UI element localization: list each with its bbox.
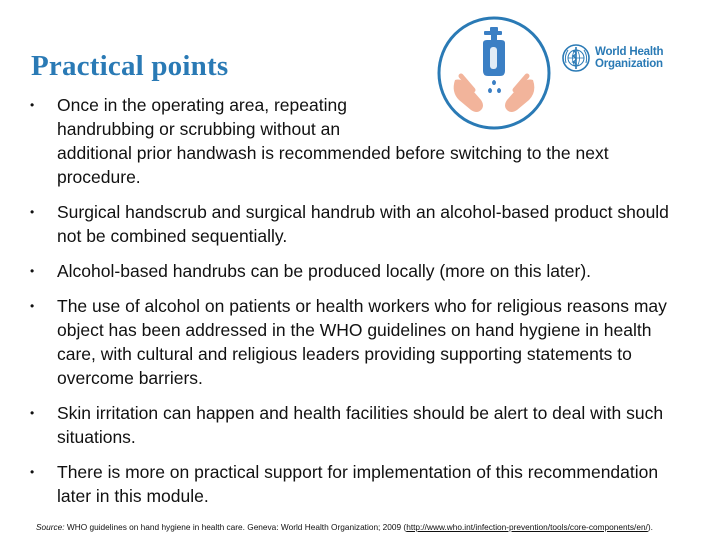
bullet-text-line: Once in the operating area, repeating <box>57 95 347 115</box>
bullet-item <box>30 401 690 449</box>
source-link[interactable]: http://www.who.int/infection-prevention/tools/core-components/en/ <box>406 522 648 532</box>
bullet-text-rest: additional prior handwash is recommended before switching to the next procedure. <box>57 143 609 187</box>
source-label: Source: <box>36 522 65 532</box>
who-logo-text <box>595 46 663 70</box>
who-logo-line1: World Health <box>595 46 664 58</box>
source-text: WHO guidelines on hand hygiene in health care. Geneva: World Health Organization; 2009 ( <box>64 522 407 532</box>
bullet-text: There is more on practical support for implementation of this recommendation later in this module. <box>57 462 659 506</box>
who-emblem-icon <box>561 43 591 73</box>
source-citation <box>36 521 720 533</box>
bullet-item <box>30 200 690 248</box>
bullet-marker: • <box>30 264 35 278</box>
bullet-marker: • <box>30 98 35 112</box>
bullet-text: The use of alcohol on patients or health workers who for religious reasons may object has been addressed in the WHO guidelines on hand hygiene in health care, with cultural and religious leaders providing supporting statements to overcome barriers. <box>57 296 667 388</box>
who-logo <box>561 42 673 74</box>
bullet-item <box>30 93 690 189</box>
bullet-item <box>30 259 690 283</box>
bullet-marker: • <box>30 205 35 219</box>
slide-title: Practical points <box>31 50 229 82</box>
bullet-marker: • <box>30 406 35 420</box>
bullet-text: Skin irritation can happen and health facilities should be alert to deal with such situations. <box>57 403 664 447</box>
bullet-list <box>30 93 690 519</box>
bullet-text <box>57 93 690 189</box>
bullet-marker: • <box>30 465 35 479</box>
bullet-item <box>30 460 690 508</box>
bullet-text: Surgical handscrub and surgical handrub with an alcohol-based product should not be combined sequentially. <box>57 202 669 246</box>
who-logo-line2: Organization <box>595 58 663 70</box>
bullet-marker: • <box>30 299 35 313</box>
bullet-text: Alcohol-based handrubs can be produced locally (more on this later). <box>57 261 592 281</box>
source-end: ). <box>647 522 653 532</box>
bullet-item <box>30 294 690 390</box>
bullet-text-line: handrubbing or scrubbing without an <box>57 119 341 139</box>
